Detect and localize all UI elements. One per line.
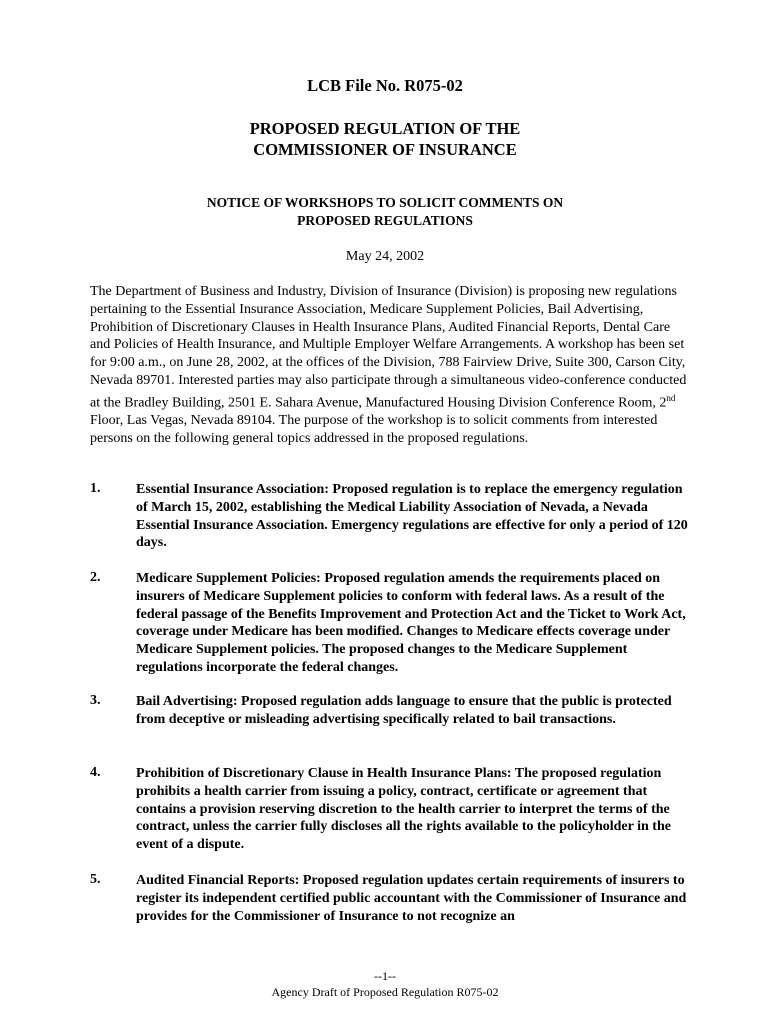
notice-line-2: PROPOSED REGULATIONS	[297, 213, 473, 228]
item-number: 3.	[90, 693, 101, 708]
item-text: Prohibition of Discretionary Clause in Health Insurance Plans: The proposed regulation prohibits a health carrier from issuing a policy, contract, certificate or agreement that contains a provision reserving discretion to the health carrier to interpret the terms of the contract, unless the carrier fully discloses all the rights available to the policyholder in the event of a dispute.	[136, 766, 671, 853]
notice-heading	[0, 194, 770, 230]
item-number: 2.	[90, 570, 101, 585]
item-number: 1.	[90, 481, 101, 496]
file-number: LCB File No. R075-02	[307, 76, 463, 95]
title-line-1: PROPOSED REGULATION OF THE	[249, 119, 521, 138]
item-text: Medicare Supplement Policies: Proposed regulation amends the requirements placed on insurers of Medicare Supplement policies to conform with federal laws. As a result of the federal passage of the Benefits Improvement and Protection Act and the Ticket to Work Act, coverage under Medicare has been modified. Changes to Medicare effects coverage under Medicare Supplement policies. The proposed changes to the Medicare Supplement regulations incorporate the federal changes.	[136, 571, 686, 675]
item-text: Bail Advertising: Proposed regulation adds language to ensure that the public is protected from deceptive or misleading advertising specifically related to bail transactions.	[136, 694, 672, 727]
title-line-2: COMMISSIONER OF INSURANCE	[253, 140, 517, 159]
intro-text-part-2: Floor, Las Vegas, Nevada 89104. The purpose of the workshop is to solicit comments from interested persons on the following general topics addressed in the proposed regulations.	[90, 413, 658, 447]
notice-line-1: NOTICE OF WORKSHOPS TO SOLICIT COMMENTS ON	[206, 195, 564, 210]
item-text: Audited Financial Reports: Proposed regulation updates certain requirements of insurers to register its independent certified public accountant with the Commissioner of Insurance and provides for the Commissioner of Insurance to not recognize an	[136, 873, 687, 924]
item-number: 4.	[90, 765, 101, 780]
item-text: Essential Insurance Association: Proposed regulation is to replace the emergency regulation of March 15, 2002, establishing the Medical Liability Association of Nevada, a Nevada Essential Insurance Association. Emergency regulations are effective for only a period of 120 days.	[136, 482, 688, 551]
notice-date: May 24, 2002	[345, 249, 425, 264]
intro-text-part-1: The Department of Business and Industry, Division of Insurance (Division) is proposing new regulations pertaining to the Essential Insurance Association, Medicare Supplement Policies, Bail Advertising, Prohibition of Discretionary Clauses in Health Insurance Plans, Audited Financial Reports, Dental Care and Policies of Health Insurance, and Multiple Employer Welfare Arrangements. A workshop has been set for 9:00 a.m., on June 28, 2002, at the offices of the Division, 788 Fairview Drive, Suite 300, Carson City, Nevada 89701. Interested parties may also participate through a simultaneous video-conference conducted at the Bradley Building, 2501 E. Sahara Avenue, Manufactured Housing Division Conference Room, 2	[90, 284, 687, 411]
intro-paragraph	[90, 283, 688, 448]
item-number: 5.	[90, 872, 101, 887]
footer-text: Agency Draft of Proposed Regulation R075-02	[271, 985, 499, 999]
regulation-title	[0, 118, 770, 160]
page-number: --1--	[374, 969, 396, 983]
ordinal-suffix: nd	[666, 392, 676, 403]
